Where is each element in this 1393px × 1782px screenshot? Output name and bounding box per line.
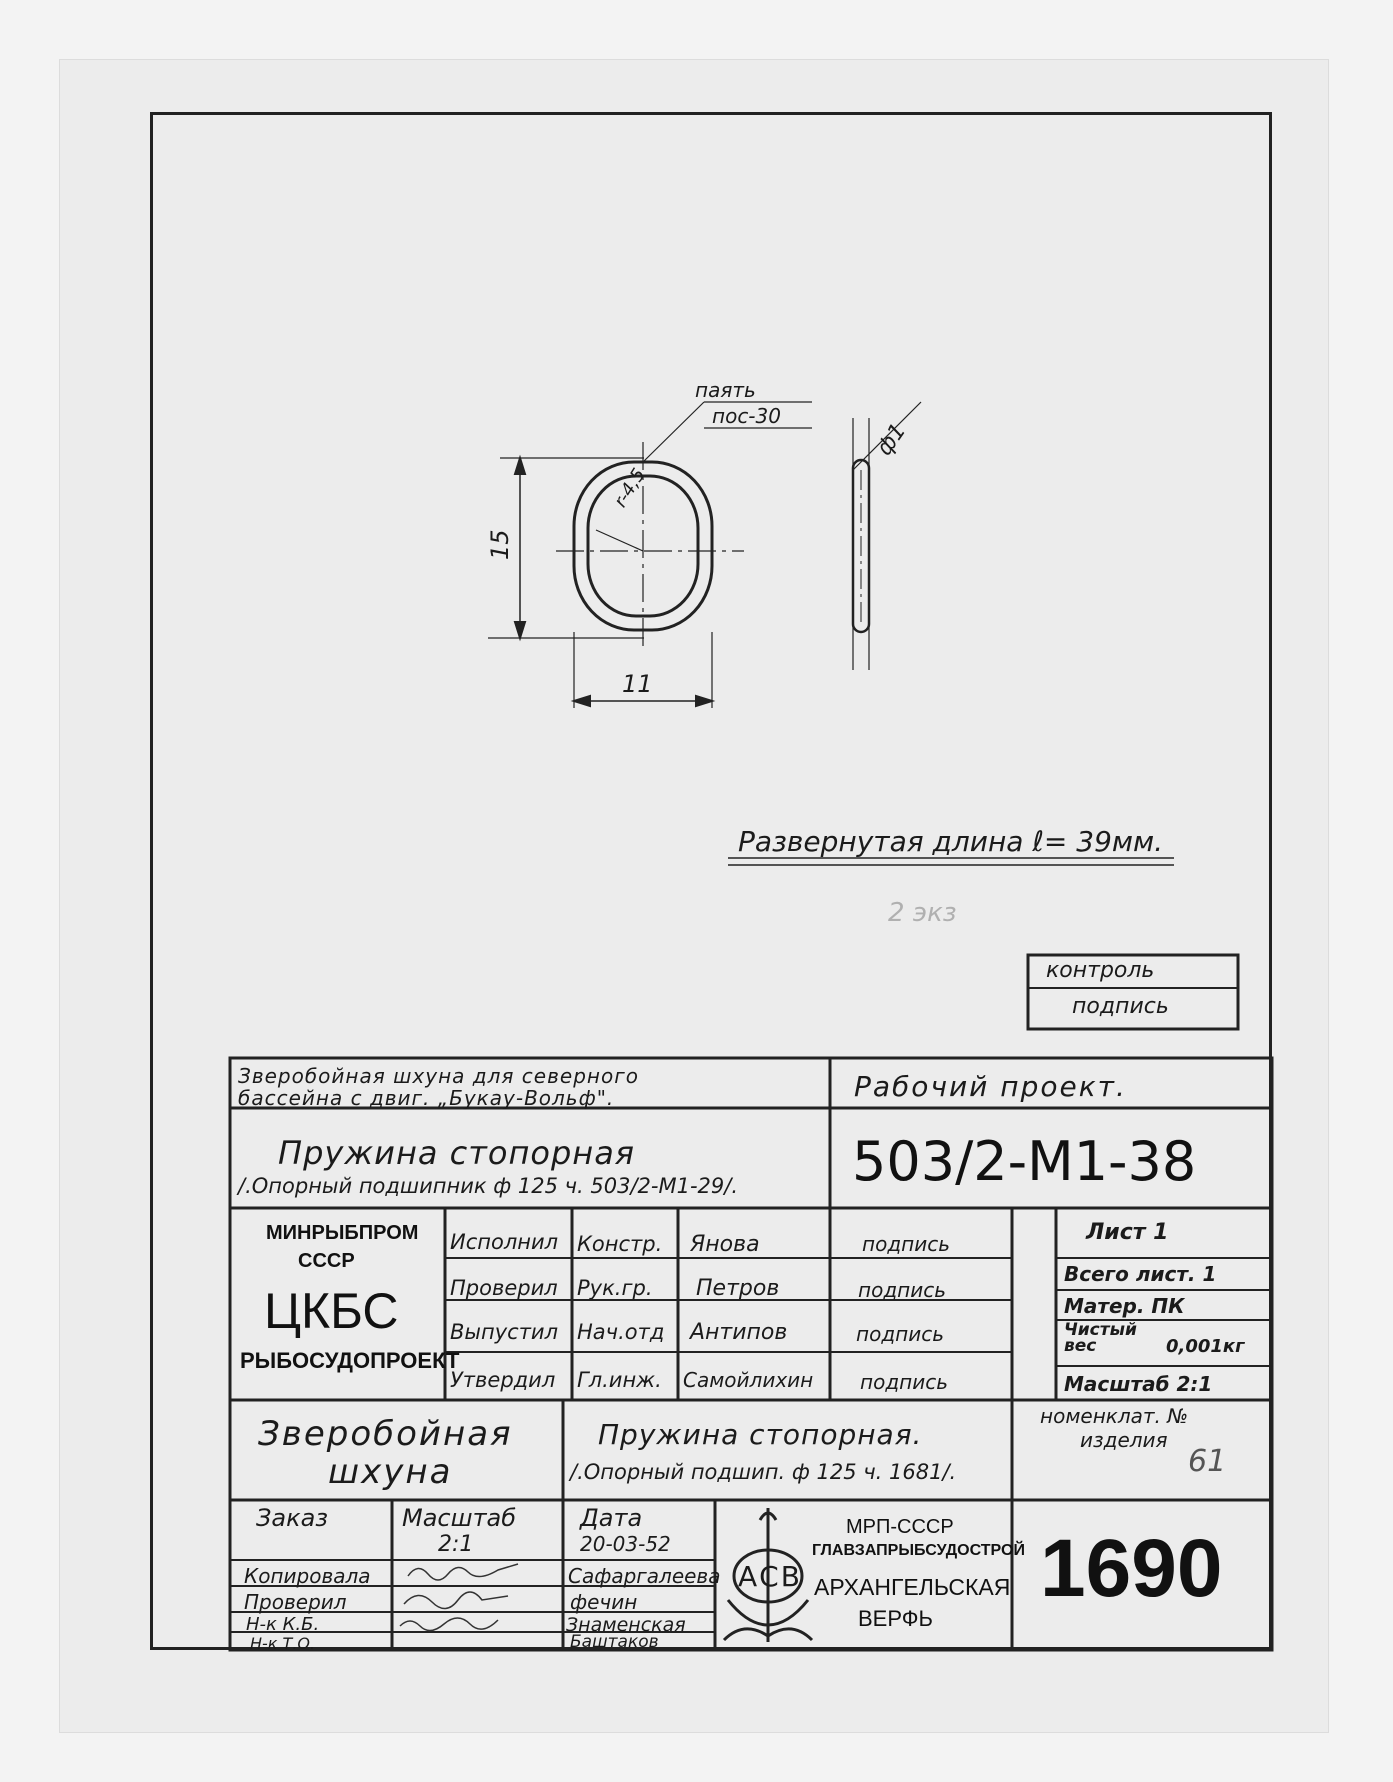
total-sheets: Всего лист. 1 — [1064, 1262, 1217, 1286]
issuer-line4: ВЕРФЬ — [858, 1606, 933, 1631]
position-approved: Гл.инж. — [577, 1368, 662, 1392]
diameter-label: ф1 — [872, 419, 912, 461]
sign-checked: подпись — [858, 1278, 946, 1302]
part-reference-2: /.Опорный подшип. ф 125 ч. 1681/. — [570, 1460, 957, 1484]
part-name: Пружина стопорная — [278, 1134, 636, 1172]
issuer-line2: ГЛАВЗАПРЫБСУДОСТРОЙ — [812, 1542, 1025, 1559]
handwritten-note: 2 экз — [888, 898, 957, 928]
solder-material: пос-30 — [712, 404, 781, 428]
project-line1: Зверобойная шхуна для северного — [238, 1064, 639, 1088]
width-dimension: 11 — [622, 670, 653, 698]
scale-value: 2:1 — [438, 1532, 474, 1557]
position-executed: Констр. — [577, 1232, 663, 1256]
sign-issued: подпись — [856, 1322, 944, 1346]
logo-letters: АСВ — [738, 1560, 802, 1593]
height-dimension: 15 — [486, 529, 514, 560]
part-name-2: Пружина стопорная. — [598, 1418, 923, 1451]
org-name: РЫБОСУДОПРОЕКТ — [240, 1348, 460, 1373]
vessel-line2: шхуна — [328, 1452, 453, 1492]
org-abbreviation: ЦКБС — [264, 1283, 399, 1339]
staff-role-checked: Проверил — [244, 1590, 347, 1614]
part-reference: /.Опорный подшипник ф 125 ч. 503/2-М1-29/. — [238, 1174, 739, 1198]
staff-name-copied: Сафаргалеева — [568, 1564, 721, 1588]
position-issued: Нач.отд — [577, 1320, 665, 1344]
radius-label: r-4,5 — [610, 464, 650, 512]
role-approved: Утвердил — [450, 1368, 556, 1392]
staff-role-copied: Копировала — [244, 1564, 371, 1588]
staff-name-head-to: Баштаков — [570, 1632, 659, 1652]
scale-label: Масштаб — [402, 1504, 517, 1532]
name-issued: Антипов — [690, 1320, 788, 1345]
role-checked: Проверил — [450, 1276, 558, 1300]
sheet-label: Лист 1 — [1086, 1220, 1169, 1245]
project-line2: бассейна с двиг. „Букау-Вольф". — [238, 1086, 615, 1110]
control-label: контроль — [1046, 958, 1155, 983]
scale: Масштаб 2:1 — [1064, 1372, 1213, 1396]
staff-name-head-kb: Знаменская — [566, 1614, 686, 1636]
role-executed: Исполнил — [450, 1230, 559, 1254]
position-checked: Рук.гр. — [577, 1276, 653, 1300]
issuer-line1: МРП-СССР — [846, 1516, 954, 1538]
sign-approved: подпись — [860, 1370, 948, 1394]
date-label: Дата — [580, 1504, 643, 1532]
staff-name-checked: фечин — [570, 1590, 638, 1614]
org-line2: СССР — [298, 1250, 355, 1272]
issuer-line3: АРХАНГЕЛЬСКАЯ — [814, 1574, 1011, 1600]
control-signature-label: подпись — [1072, 994, 1169, 1019]
drawing-number: 503/2-М1-38 — [852, 1130, 1197, 1193]
nomenclature-line1: номенклат. № — [1040, 1404, 1189, 1428]
project-type: Рабочий проект. — [854, 1070, 1127, 1103]
material: Матер. ПК — [1064, 1294, 1185, 1318]
staff-role-head-to: Н-к Т.О. — [250, 1634, 316, 1653]
vessel-line1: Зверобойная — [258, 1414, 513, 1454]
name-checked: Петров — [696, 1276, 780, 1301]
net-weight-value: 0,001кг — [1166, 1336, 1245, 1357]
staff-role-head-kb: Н-к К.Б. — [246, 1614, 320, 1635]
name-approved: Самойлихин — [683, 1368, 814, 1392]
nomenclature-value: 61 — [1188, 1444, 1227, 1479]
nomenclature-line2: изделия — [1080, 1428, 1168, 1452]
order-label: Заказ — [256, 1504, 329, 1532]
name-executed: Янова — [690, 1232, 760, 1257]
archive-number: 1690 — [1040, 1523, 1223, 1614]
role-issued: Выпустил — [450, 1320, 558, 1344]
sign-executed: подпись — [862, 1232, 950, 1256]
date-value: 20-03-52 — [580, 1532, 671, 1556]
net-weight-label: Чистый вес — [1064, 1320, 1137, 1356]
solder-label: паять — [695, 378, 756, 402]
org-line1: МИНРЫБПРОМ — [266, 1222, 419, 1244]
developed-length: Развернутая длина ℓ= 39мм. — [738, 825, 1164, 858]
